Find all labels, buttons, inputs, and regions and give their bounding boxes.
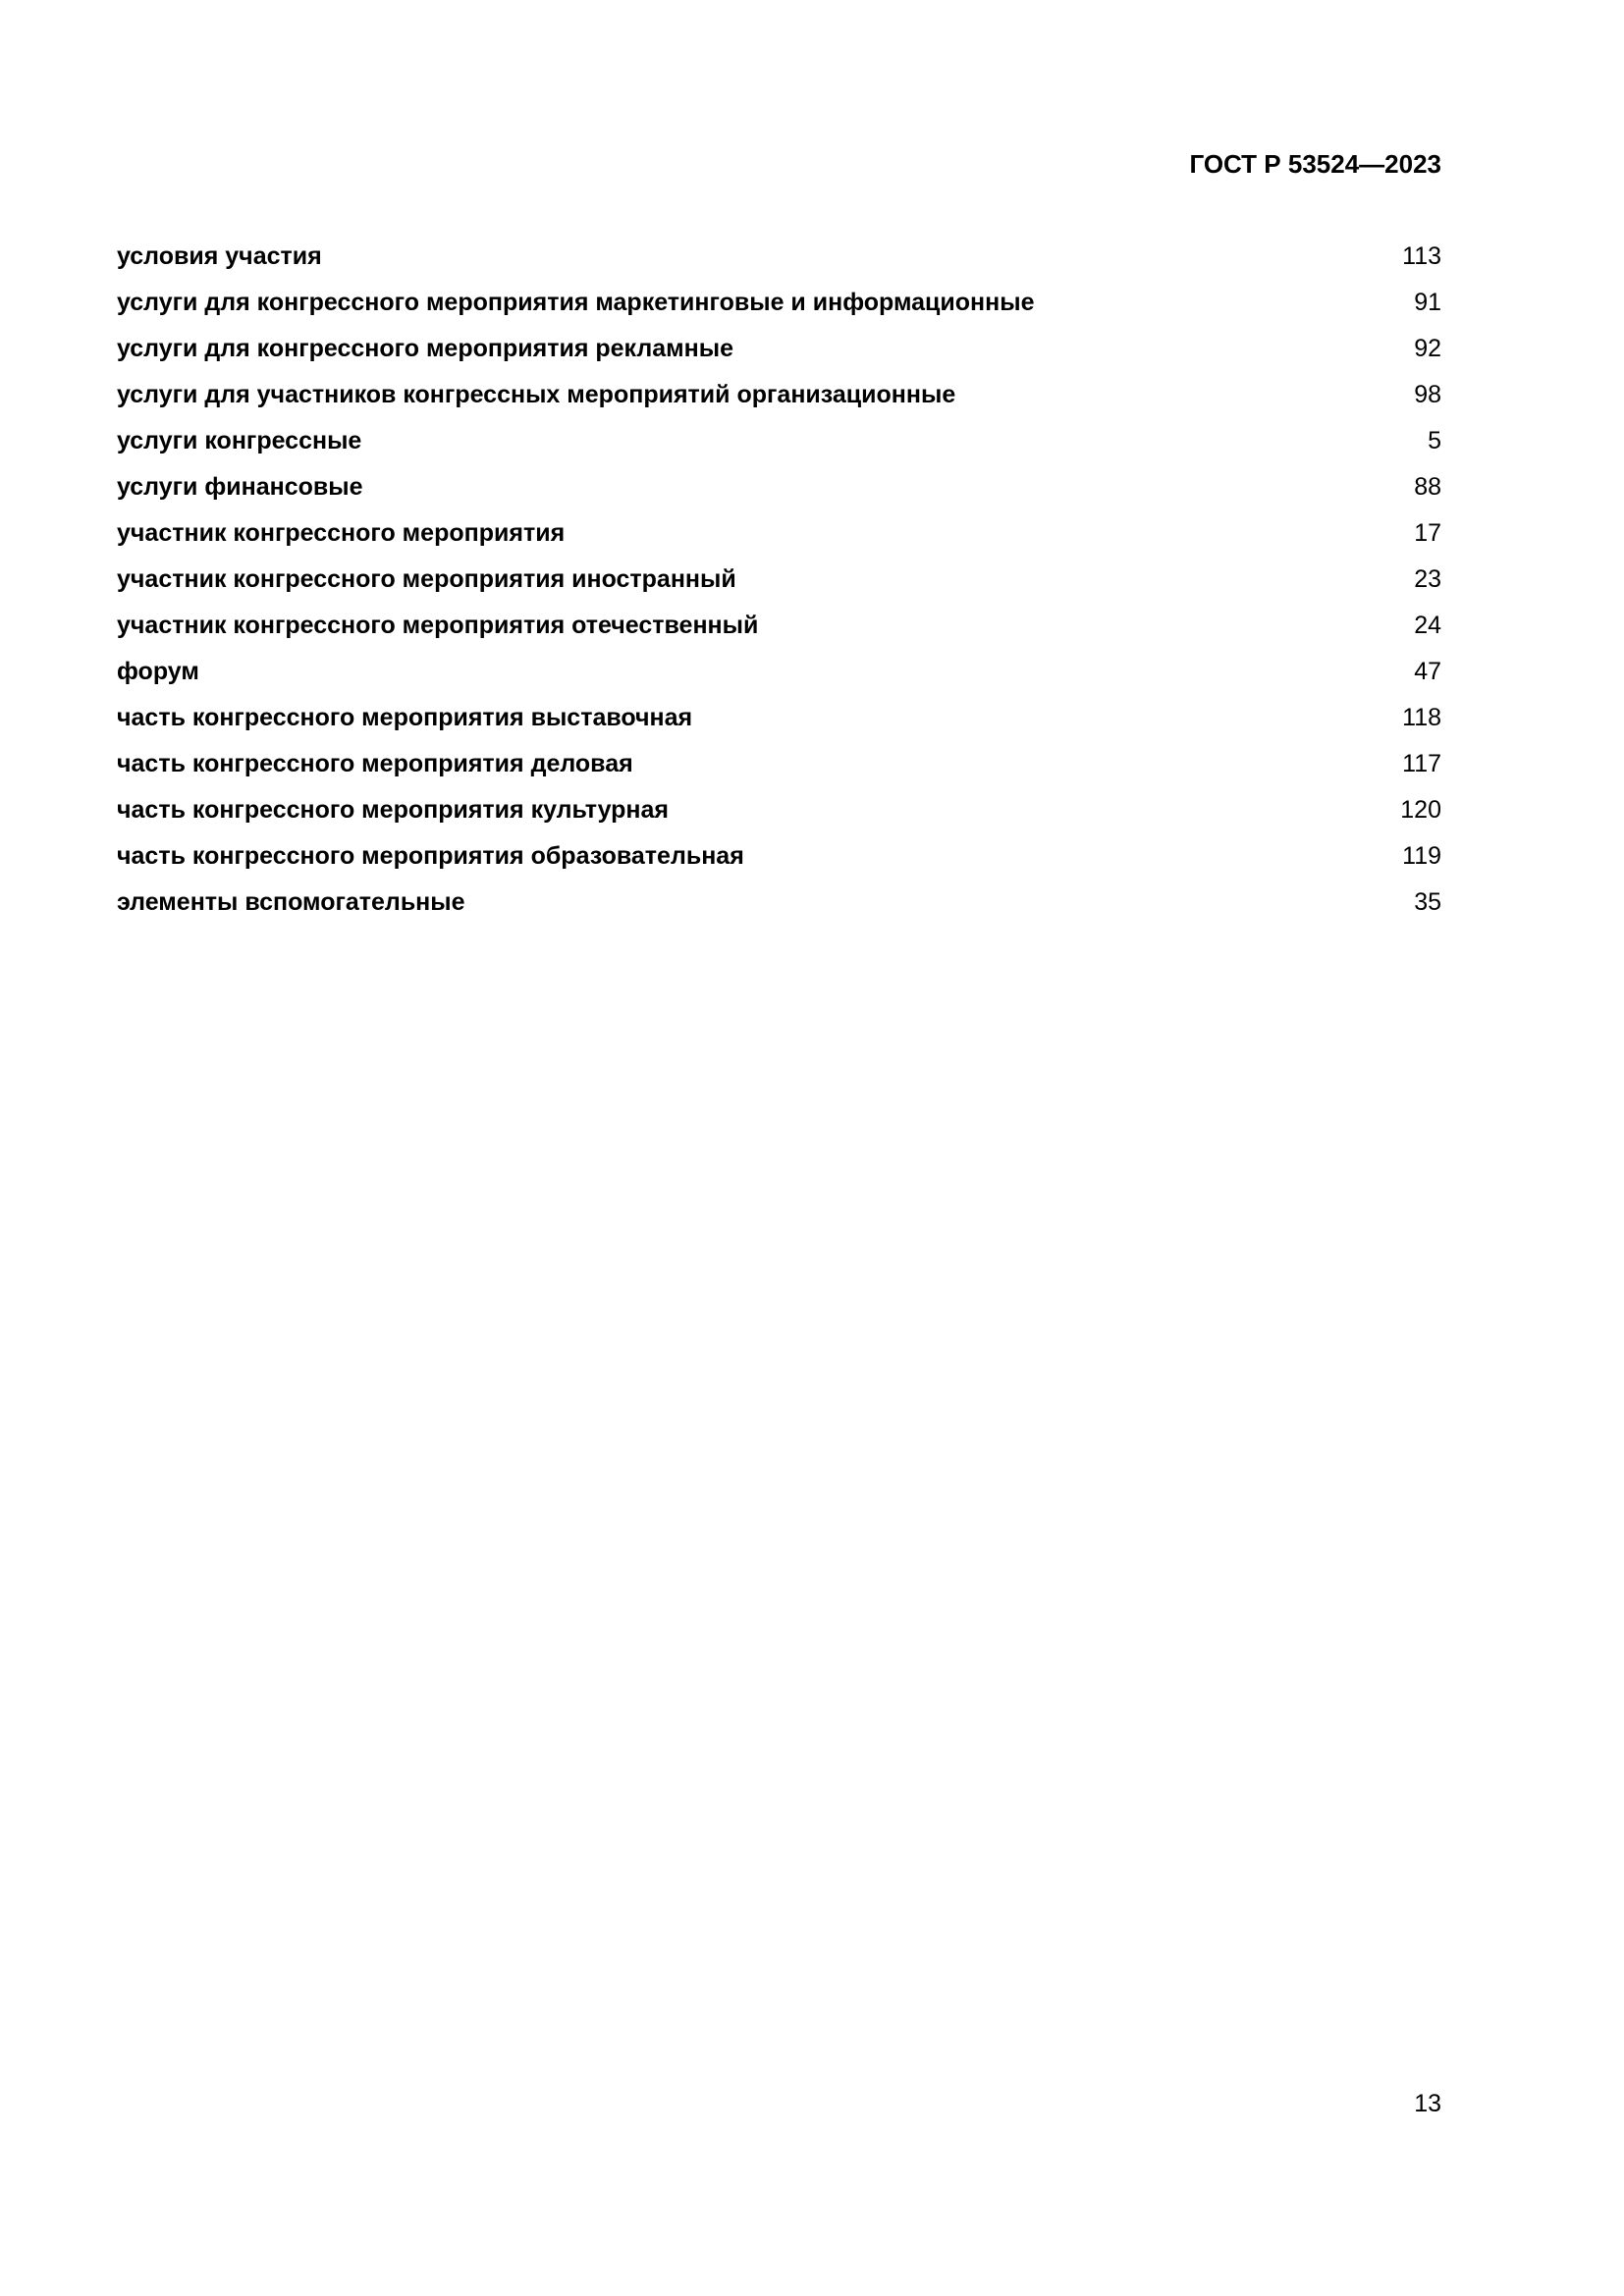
index-term: услуги для конгрессного мероприятия рекламные [117, 335, 733, 362]
index-page-ref: 120 [1400, 796, 1441, 824]
alphabetical-index [117, 239, 1441, 931]
index-term: услуги конгрессные [117, 427, 362, 454]
index-page-ref: 117 [1402, 750, 1441, 777]
index-term: часть конгрессного мероприятия выставочная [117, 704, 693, 731]
index-page-ref: 118 [1402, 704, 1441, 731]
index-page-ref: 17 [1414, 519, 1441, 547]
index-term: участник конгрессного мероприятия [117, 519, 566, 547]
index-page-ref: 113 [1402, 242, 1441, 270]
index-entry [117, 561, 1441, 608]
index-entry [117, 654, 1441, 700]
index-term: услуги для конгрессного мероприятия маркетинговые и информационные [117, 289, 1035, 316]
index-term: элементы вспомогательные [117, 888, 465, 916]
index-entry [117, 469, 1441, 515]
index-term: услуги финансовые [117, 473, 363, 501]
index-term: часть конгрессного мероприятия деловая [117, 750, 633, 777]
index-term: часть конгрессного мероприятия культурная [117, 796, 670, 824]
index-term: участник конгрессного мероприятия иностранный [117, 565, 736, 593]
index-entry [117, 331, 1441, 377]
index-page-ref: 5 [1428, 427, 1441, 454]
index-page-ref: 91 [1414, 289, 1441, 316]
index-entry [117, 838, 1441, 884]
index-page-ref: 23 [1414, 565, 1441, 593]
index-entry [117, 377, 1441, 423]
index-entry [117, 792, 1441, 838]
index-page-ref: 24 [1414, 612, 1441, 639]
index-term: участник конгрессного мероприятия отечественный [117, 612, 759, 639]
index-term: услуги для участников конгрессных мероприятий организационные [117, 381, 956, 408]
index-term: форум [117, 658, 199, 685]
document-header: ГОСТ Р 53524—2023 [1189, 149, 1441, 179]
index-page-ref: 92 [1414, 335, 1441, 362]
index-page-ref: 35 [1414, 888, 1441, 916]
index-entry [117, 608, 1441, 654]
index-entry [117, 285, 1441, 331]
index-entry [117, 746, 1441, 792]
index-page-ref: 98 [1414, 381, 1441, 408]
index-entry [117, 423, 1441, 469]
index-entry [117, 239, 1441, 285]
index-entry [117, 515, 1441, 561]
index-entry [117, 884, 1441, 931]
page-number: 13 [1414, 2090, 1441, 2117]
index-page-ref: 119 [1402, 842, 1441, 870]
index-term: часть конгрессного мероприятия образовательная [117, 842, 744, 870]
index-entry [117, 700, 1441, 746]
index-term: условия участия [117, 242, 322, 270]
index-page-ref: 47 [1414, 658, 1441, 685]
index-page-ref: 88 [1414, 473, 1441, 501]
